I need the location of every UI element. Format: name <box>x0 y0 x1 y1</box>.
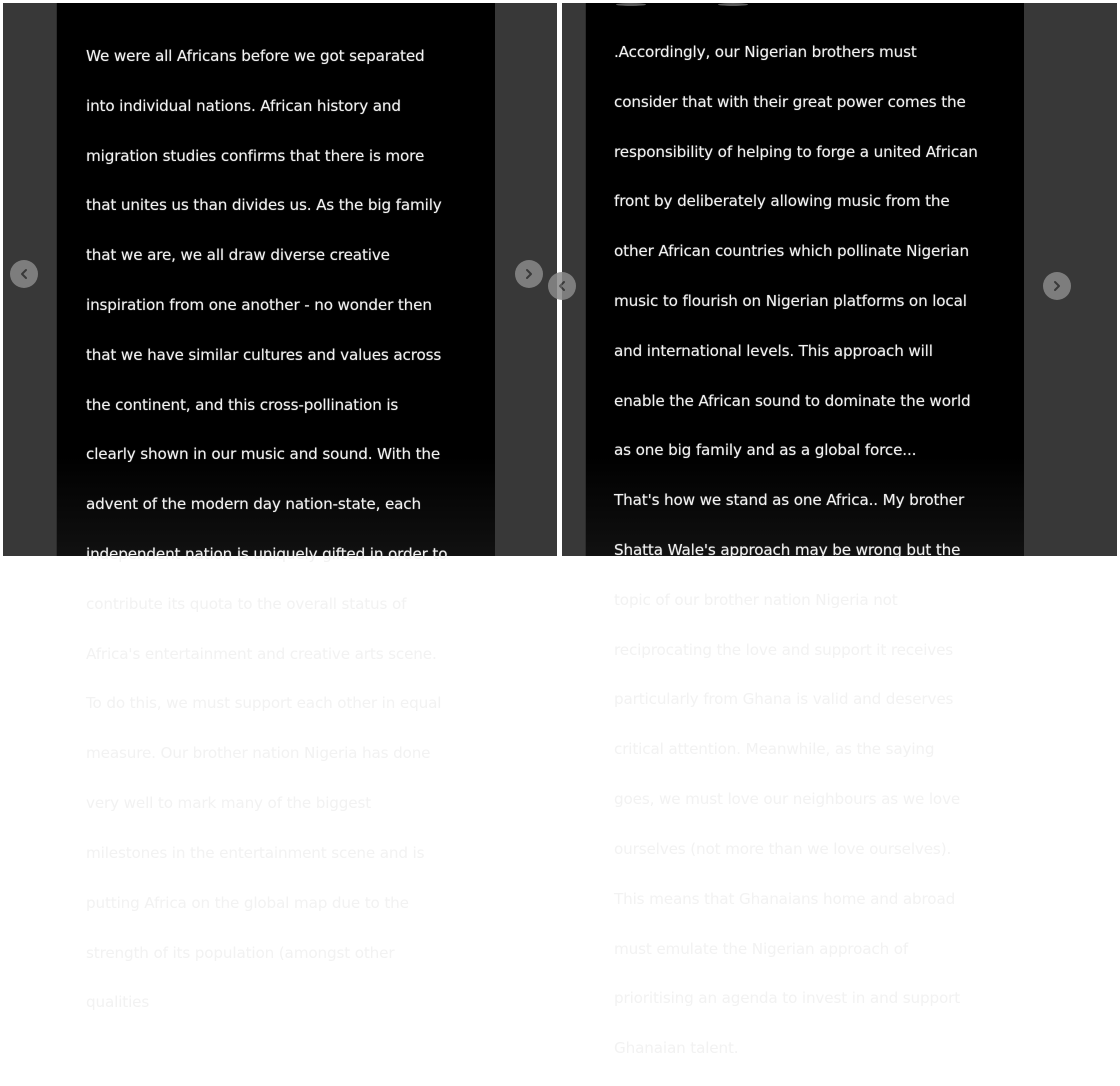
previous-slide-button[interactable] <box>10 260 38 288</box>
story-line: migration studies confirms that there is more <box>86 146 425 165</box>
story-line: ourselves (not more than we love ourselves). <box>614 839 952 858</box>
story-line: That's how we stand as one Africa.. My brother <box>614 491 965 510</box>
story-line: independent nation is uniquely gifted in order to <box>86 545 448 564</box>
story-line: that we are, we all draw diverse creative <box>86 246 390 265</box>
story-line: particularly from Ghana is valid and deserves <box>614 690 954 709</box>
story-line: milestones in the entertainment scene and is <box>86 843 425 862</box>
story-line: inspiration from one another - no wonder then <box>86 295 432 314</box>
story-line: Africa's entertainment and creative arts scene. <box>86 644 437 663</box>
story-line: measure. Our brother nation Nigeria has done <box>86 744 431 763</box>
story-line: consider that with their great power comes the <box>614 92 966 111</box>
story-line: critical attention. Meanwhile, as the saying <box>614 740 935 759</box>
story-line: clearly shown in our music and sound. With the <box>86 445 441 464</box>
story-line: topic of our brother nation Nigeria not <box>614 590 898 609</box>
story-line: into individual nations. African history and <box>86 96 401 115</box>
story-line: This means that Ghanaians home and abroad <box>614 889 956 908</box>
cropped-text-remnant <box>616 3 646 6</box>
story-line: as one big family and as a global force... <box>614 441 917 460</box>
story-line: strength of its population (amongst other <box>86 943 395 962</box>
story-line: that we have similar cultures and values across <box>86 345 442 364</box>
story-line: enable the African sound to dominate the world <box>614 391 971 410</box>
story-text <box>86 19 486 1040</box>
next-slide-button[interactable] <box>1043 272 1071 300</box>
story-line: front by deliberately allowing music from the <box>614 192 950 211</box>
story-line: other African countries which pollinate Nigerian <box>614 242 969 261</box>
story-line: reciprocating the love and support it receives <box>614 640 954 659</box>
chevron-right-icon <box>523 268 535 280</box>
story-line: that unites us than divides us. As the big family <box>86 196 442 215</box>
story-line: prioritising an agenda to invest in and support <box>614 989 960 1008</box>
story-line: must emulate the Nigerian approach of <box>614 939 909 958</box>
story-text <box>614 15 1024 1086</box>
previous-slide-button[interactable] <box>548 272 576 300</box>
story-line: qualities <box>86 993 150 1012</box>
story-viewer-right <box>562 3 1117 1058</box>
story-line: very well to mark many of the biggest <box>86 794 372 813</box>
chevron-left-icon <box>18 268 30 280</box>
story-line: responsibility of helping to forge a united African <box>614 142 978 161</box>
story-line: putting Africa on the global map due to the <box>86 893 409 912</box>
story-line: We were all Africans before we got separated <box>86 46 425 65</box>
story-line: the continent, and this cross-pollination is <box>86 395 399 414</box>
story-card <box>586 3 1024 1058</box>
next-slide-button[interactable] <box>515 260 543 288</box>
story-line: contribute its quota to the overall status of <box>86 594 407 613</box>
story-viewer-left <box>3 3 557 1012</box>
story-line: Shatta Wale's approach may be wrong but the <box>614 541 961 560</box>
story-line: advent of the modern day nation-state, each <box>86 495 421 514</box>
story-line: goes, we must love our neighbours as we love <box>614 790 961 809</box>
chevron-right-icon <box>1051 280 1063 292</box>
story-line: To do this, we must support each other in equal <box>86 694 442 713</box>
story-line: .Accordingly, our Nigerian brothers must <box>614 42 917 61</box>
story-card <box>57 3 495 1012</box>
story-line: Ghanaian talent. <box>614 1039 739 1058</box>
cropped-text-remnant <box>718 3 748 6</box>
story-line: and international levels. This approach will <box>614 341 933 360</box>
story-line: music to flourish on Nigerian platforms on local <box>614 291 967 310</box>
chevron-left-icon <box>556 280 568 292</box>
